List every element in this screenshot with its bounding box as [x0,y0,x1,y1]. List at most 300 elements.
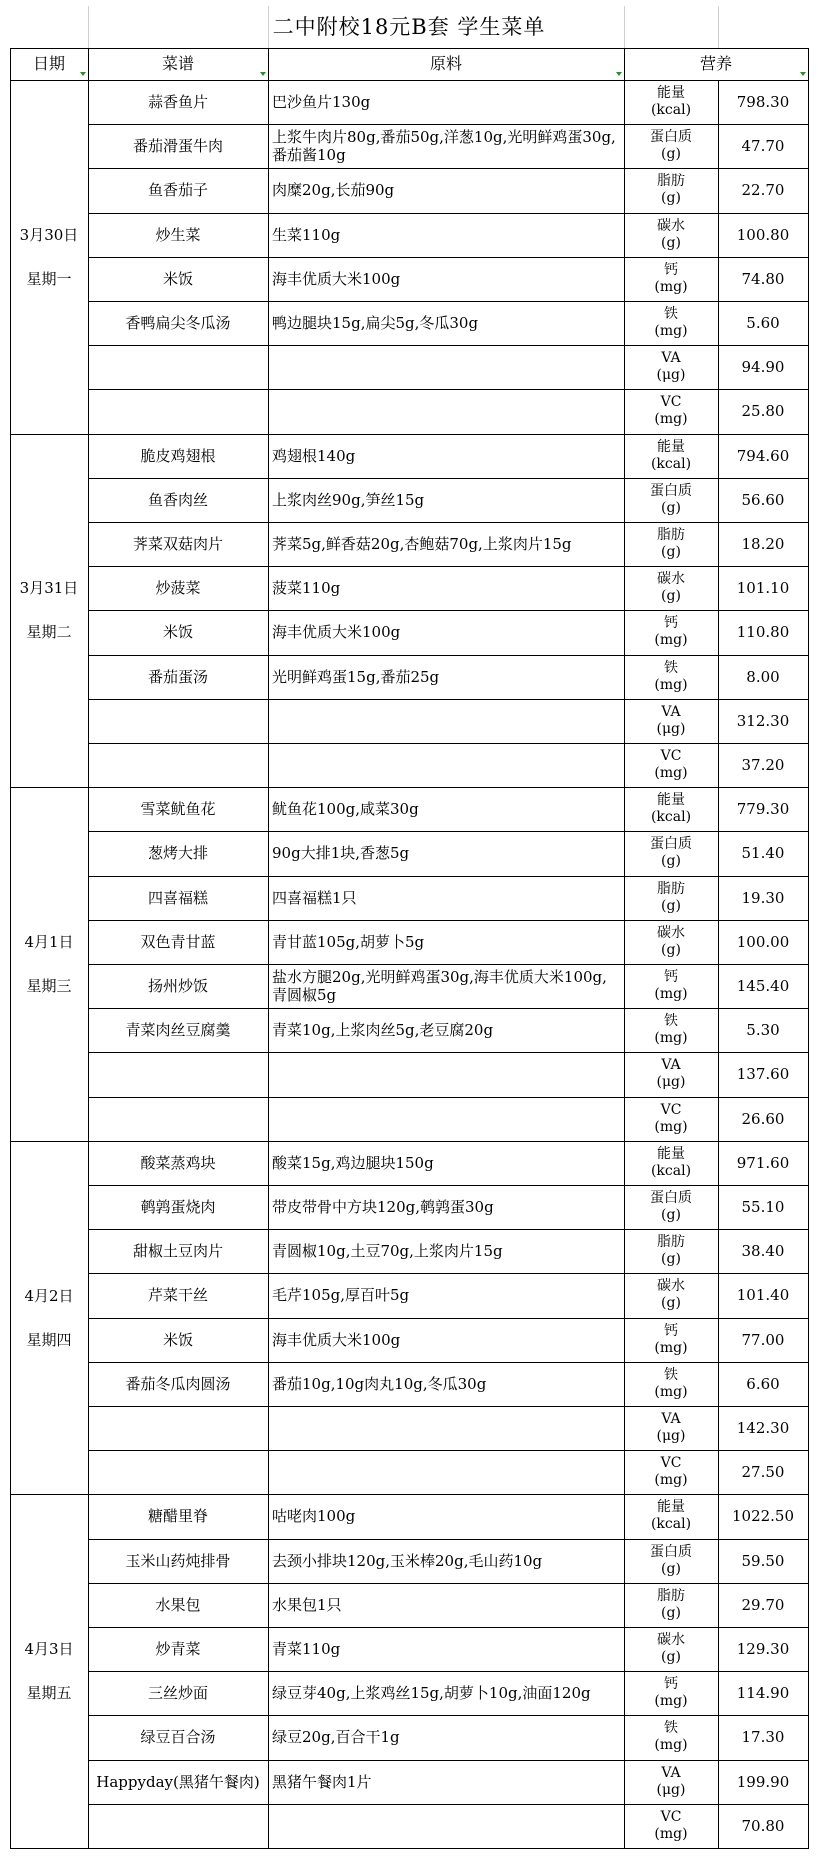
nutrient-unit: (g) [661,544,681,561]
ingredients-cell [268,1450,624,1494]
dish-cell: 番茄冬瓜肉圆汤 [125,1374,231,1393]
nutrient-name: VA [661,1411,681,1428]
ingredients-cell: 酸菜15g,鸡边腿块150g [272,1153,434,1172]
nutrient-label [624,213,718,257]
ingredients-cell: 水果包1只 [272,1595,342,1614]
page-title: 二中附校18元B套 学生菜单 [272,15,546,39]
nutrient-value: 137.60 [736,1065,790,1084]
grid-line [88,1804,808,1805]
grid-line [88,1671,808,1672]
nutrient-label [624,920,718,964]
grid-line [88,1008,808,1009]
nutrient-name: 脂肪 [657,1234,685,1251]
nutrient-unit: (g) [661,853,681,870]
nutrient-unit: (g) [661,1295,681,1312]
nutrient-name: 脂肪 [657,173,685,190]
nutrient-label [624,389,718,433]
ingredients-cell: 带皮带骨中方块120g,鹌鹑蛋30g [272,1198,494,1217]
ingredients-cell: 鸡翅根140g [272,446,356,465]
nutrient-name: 能量 [657,1145,685,1162]
date-cell [10,80,88,434]
grid-line [88,345,808,346]
nutrient-value: 47.70 [741,137,785,156]
grid-line [10,787,808,788]
nutrient-value: 798.30 [736,93,790,112]
ingredients-cell: 肉糜20g,长茄90g [272,181,395,200]
nutrient-label [624,168,718,212]
nutrient-name: VC [660,748,682,765]
ingredients-cell: 番茄10g,10g肉丸10g,冬瓜30g [272,1374,487,1393]
grid-line [88,1627,808,1628]
nutrient-label [624,522,718,566]
nutrient-label [624,1494,718,1538]
nutrient-label [624,1450,718,1494]
grid-line [88,1406,808,1407]
dish-cell [88,1097,268,1141]
nutrient-unit: (mg) [654,278,688,295]
filter-dropdown-icon[interactable] [80,72,86,76]
nutrient-label [624,610,718,654]
nutrient-value: 18.20 [741,535,785,554]
nutrient-value: 5.30 [746,1021,780,1040]
dish-cell [88,1406,268,1450]
grid-line [88,257,808,258]
nutrient-unit: (kcal) [650,455,692,472]
dish-cell: 米饭 [162,1330,193,1349]
nutrient-name: 能量 [657,438,685,455]
grid-line [88,1229,808,1230]
nutrient-unit: (g) [661,190,681,207]
nutrient-value: 55.10 [741,1198,785,1217]
nutrient-label [624,1008,718,1052]
grid-line [10,80,808,81]
nutrient-value: 74.80 [741,269,785,288]
grid-line [88,920,808,921]
nutrient-value: 51.40 [741,844,785,863]
nutrient-value: 56.60 [741,490,785,509]
nutrient-value: 38.40 [741,1242,785,1261]
nutrient-value: 101.40 [736,1286,790,1305]
ingredients-cell: 咕咾肉100g [272,1507,356,1526]
nutrient-name: 碳水 [657,1632,685,1649]
dish-cell [88,345,268,389]
nutrient-value: 100.80 [736,225,790,244]
ingredients-cell: 菠菜110g [272,579,341,598]
nutrient-label [624,1539,718,1583]
nutrient-unit: (g) [661,1207,681,1224]
grid-line [88,389,808,390]
nutrient-unit: (kcal) [650,1516,692,1533]
nutrient-label [624,80,718,124]
nutrient-label [624,1185,718,1229]
dish-cell: 炒青菜 [155,1640,201,1659]
ingredients-cell: 光明鲜鸡蛋15g,番茄25g [272,667,440,686]
title-grid-line [268,6,269,48]
nutrient-unit: (g) [661,897,681,914]
grid-line [88,213,808,214]
grid-line [624,48,625,1848]
nutrient-unit: (mg) [654,1118,688,1135]
dish-cell: 糖醋里脊 [147,1507,208,1526]
dish-cell: 鱼香茄子 [147,181,208,200]
grid-line [88,1185,808,1186]
nutrient-value: 8.00 [746,667,780,686]
nutrient-label [624,1362,718,1406]
dish-cell: 雪菜鱿鱼花 [140,800,216,819]
dish-cell: 米饭 [162,269,193,288]
grid-line [88,301,808,302]
nutrient-label [624,1318,718,1362]
nutrient-value: 794.60 [736,446,790,465]
grid-line [88,1318,808,1319]
nutrient-label [624,301,718,345]
nutrient-name: 钙 [664,1676,678,1693]
nutrient-label [624,124,718,168]
nutrient-name: 蛋白质 [650,1543,692,1560]
grid-line [10,48,11,1848]
dish-cell: 扬州炒饭 [147,977,208,996]
date-cell [10,787,88,1141]
nutrient-value: 22.70 [741,181,785,200]
nutrient-name: 铁 [664,306,678,323]
nutrient-value: 110.80 [736,623,790,642]
nutrient-value: 312.30 [736,711,790,730]
nutrient-label [624,478,718,522]
dish-cell: 炒生菜 [155,225,201,244]
nutrient-label [624,1715,718,1759]
ingredients-cell: 去颈小排块120g,玉米棒20g,毛山药10g [272,1551,543,1570]
nutrient-value: 27.50 [741,1463,785,1482]
dish-cell: 荠菜双菇肉片 [132,535,223,554]
nutrient-unit: (g) [661,588,681,605]
ingredients-cell: 鱿鱼花100g,咸菜30g [272,800,419,819]
nutrient-value: 25.80 [741,402,785,421]
nutrient-unit: (g) [661,146,681,163]
nutrient-label [624,655,718,699]
nutrient-name: 钙 [664,261,678,278]
nutrient-unit: (mg) [654,1030,688,1047]
nutrient-unit: (μg) [656,1428,686,1445]
nutrient-unit: (mg) [654,1737,688,1754]
title-grid-line [718,6,719,48]
nutrient-name: VA [661,350,681,367]
grid-line [88,699,808,700]
ingredients-cell: 90g大排1块,香葱5g [272,844,410,863]
nutrient-name: VC [660,1101,682,1118]
grid-line [88,1450,808,1451]
dish-cell: 芹菜干丝 [147,1286,208,1305]
dish-cell: 四喜福糕 [147,888,208,907]
grid-line [10,1494,808,1495]
grid-line [88,610,808,611]
grid-line [88,566,808,567]
ingredients-cell: 青菜10g,上浆肉丝5g,老豆腐20g [272,1021,494,1040]
nutrient-unit: (g) [661,1560,681,1577]
nutrient-name: 能量 [657,1499,685,1516]
nutrient-label [624,964,718,1008]
grid-line [88,743,808,744]
grid-line [88,876,808,877]
ingredients-cell: 黑猪午餐肉1片 [272,1772,372,1791]
dish-cell [88,699,268,743]
nutrient-unit: (μg) [656,1074,686,1091]
ingredients-cell [268,699,624,743]
nutrient-name: 钙 [664,1322,678,1339]
nutrient-name: 能量 [657,85,685,102]
nutrient-value: 129.30 [736,1640,790,1659]
nutrient-name: VA [661,703,681,720]
ingredients-cell: 生菜110g [272,225,341,244]
date-label: 3月31日 [19,579,79,598]
nutrient-name: 铁 [664,1013,678,1030]
nutrient-value: 70.80 [741,1816,785,1835]
nutrient-label [624,787,718,831]
nutrient-name: 蛋白质 [650,836,692,853]
grid-line [88,1715,808,1716]
ingredients-cell: 上浆肉丝90g,笋丝15g [272,490,425,509]
ingredients-cell [268,1406,624,1450]
nutrient-name: 钙 [664,969,678,986]
grid-line [88,1273,808,1274]
dish-cell [88,1804,268,1848]
nutrient-unit: (g) [661,941,681,958]
dish-cell: 番茄滑蛋牛肉 [132,137,223,156]
nutrient-label [624,434,718,478]
nutrient-label [624,1804,718,1848]
nutrient-name: 钙 [664,615,678,632]
nutrient-name: 碳水 [657,1278,685,1295]
nutrient-name: 碳水 [657,924,685,941]
ingredients-cell: 绿豆芽40g,上浆鸡丝15g,胡萝卜10g,油面120g [272,1684,591,1703]
nutrient-unit: (mg) [654,632,688,649]
ingredients-cell: 海丰优质大米100g [272,269,401,288]
title-grid-line [88,6,89,48]
dish-cell: 甜椒土豆肉片 [132,1242,223,1261]
weekday-label: 星期四 [26,1330,72,1349]
nutrient-name: VC [660,394,682,411]
nutrient-name: 脂肪 [657,880,685,897]
ingredients-cell: 上浆牛肉片80g,番茄50g,洋葱10g,光明鲜鸡蛋30g,番茄酱10g [272,128,616,165]
grid-line [10,434,808,435]
nutrient-value: 37.20 [741,756,785,775]
weekday-label: 星期一 [26,269,72,288]
nutrient-name: 蛋白质 [650,482,692,499]
dish-cell: 米饭 [162,623,193,642]
dish-cell: 水果包 [155,1595,201,1614]
grid-line [10,48,808,49]
grid-line [88,964,808,965]
dish-cell: 双色青甘蓝 [140,932,216,951]
dish-cell: 脆皮鸡翅根 [140,446,216,465]
nutrient-label [624,1097,718,1141]
nutrient-label [624,1052,718,1096]
nutrient-name: 蛋白质 [650,129,692,146]
dish-cell: 番茄蛋汤 [147,667,208,686]
nutrient-name: VA [661,1057,681,1074]
grid-line [88,124,808,125]
nutrient-label [624,1583,718,1627]
grid-line [88,48,89,1848]
nutrient-name: VC [660,1455,682,1472]
date-label: 3月30日 [19,225,79,244]
grid-line [268,48,269,1848]
nutrient-value: 94.90 [741,358,785,377]
nutrient-label [624,345,718,389]
dish-cell: 绿豆百合汤 [140,1728,216,1747]
ingredients-cell: 青菜110g [272,1640,341,1659]
grid-line [88,1362,808,1363]
dish-cell: 香鸭扁尖冬瓜汤 [125,314,231,333]
nutrient-unit: (mg) [654,1472,688,1489]
nutrient-name: 脂肪 [657,1587,685,1604]
dish-cell: 炒菠菜 [155,579,201,598]
nutrient-label [624,743,718,787]
nutrient-unit: (kcal) [650,809,692,826]
nutrient-label [624,1406,718,1450]
nutrient-value: 114.90 [736,1684,790,1703]
nutrient-unit: (μg) [656,367,686,384]
dish-cell: 葱烤大排 [147,844,208,863]
nutrient-label [624,1627,718,1671]
title-grid-line [624,6,625,48]
grid-line [88,478,808,479]
dish-cell: 鹌鹑蛋烧肉 [140,1198,216,1217]
weekday-label: 星期五 [26,1684,72,1703]
nutrient-name: 碳水 [657,217,685,234]
ingredients-cell: 巴沙鱼片130g [272,93,371,112]
nutrient-label [624,1273,718,1317]
dish-cell: 酸菜蒸鸡块 [140,1153,216,1172]
nutrient-value: 29.70 [741,1595,785,1614]
dish-cell: 玉米山药炖排骨 [125,1551,231,1570]
ingredients-cell [268,1097,624,1141]
nutrient-unit: (kcal) [650,1162,692,1179]
nutrient-name: VC [660,1808,682,1825]
dish-cell: 三丝炒面 [147,1684,208,1703]
nutrient-value: 100.00 [736,932,790,951]
ingredients-cell [268,743,624,787]
ingredients-cell [268,1804,624,1848]
nutrient-unit: (mg) [654,411,688,428]
nutrient-value: 779.30 [736,800,790,819]
nutrient-value: 59.50 [741,1551,785,1570]
nutrient-name: 铁 [664,1366,678,1383]
ingredients-cell: 海丰优质大米100g [272,623,401,642]
date-cell [10,1141,88,1495]
ingredients-cell: 青甘蓝105g,胡萝卜5g [272,932,425,951]
ingredients-cell: 青圆椒10g,土豆70g,上浆肉片15g [272,1242,503,1261]
dish-cell: 蒜香鱼片 [147,93,208,112]
dish-cell [88,389,268,433]
nutrient-unit: (kcal) [650,102,692,119]
date-label: 4月2日 [24,1286,74,1305]
nutrient-name: 蛋白质 [650,1190,692,1207]
grid-line [10,1848,809,1849]
dish-cell [88,743,268,787]
nutrient-value: 17.30 [741,1728,785,1747]
dish-cell: 青菜肉丝豆腐羹 [125,1021,231,1040]
grid-line [88,655,808,656]
dish-cell: 鱼香肉丝 [147,490,208,509]
nutrient-value: 145.40 [736,977,790,996]
ingredients-cell: 荠菜5g,鲜香菇20g,杏鲍菇70g,上浆肉片15g [272,535,572,554]
filter-dropdown-icon[interactable] [800,72,806,76]
grid-line [88,1760,808,1761]
header-nutrition: 营养 [699,54,732,73]
nutrient-value: 19.30 [741,888,785,907]
nutrient-label [624,566,718,610]
nutrient-unit: (μg) [656,1781,686,1798]
ingredients-cell: 盐水方腿20g,光明鲜鸡蛋30g,海丰优质大米100g,青圆椒5g [272,968,607,1005]
dish-cell: Happyday(黑猪午餐肉) [96,1772,260,1791]
nutrient-value: 77.00 [741,1330,785,1349]
header-date: 日期 [32,54,65,73]
nutrient-label [624,257,718,301]
nutrient-unit: (mg) [654,765,688,782]
nutrient-unit: (mg) [654,1825,688,1842]
nutrient-label [624,831,718,875]
dish-cell [88,1052,268,1096]
nutrient-name: 铁 [664,1720,678,1737]
grid-line [10,1141,808,1142]
nutrient-label [624,1671,718,1715]
nutrient-unit: (mg) [654,676,688,693]
grid-line [88,168,808,169]
nutrient-unit: (g) [661,234,681,251]
nutrient-unit: (g) [661,1604,681,1621]
nutrient-value: 6.60 [746,1374,780,1393]
nutrient-label [624,876,718,920]
nutrient-name: 碳水 [657,571,685,588]
nutrient-name: 铁 [664,659,678,676]
ingredients-cell: 四喜福糕1只 [272,888,357,907]
ingredients-cell [268,389,624,433]
nutrient-value: 26.60 [741,1109,785,1128]
date-cell [10,1494,88,1848]
ingredients-cell: 毛芹105g,厚百叶5g [272,1286,410,1305]
nutrient-unit: (g) [661,1649,681,1666]
ingredients-cell [268,345,624,389]
nutrient-label [624,1760,718,1804]
ingredients-cell: 绿豆20g,百合干1g [272,1728,400,1747]
nutrient-unit: (mg) [654,986,688,1003]
weekday-label: 星期三 [26,976,72,995]
filter-dropdown-icon[interactable] [260,72,266,76]
date-cell [10,434,88,788]
ingredients-cell [268,1052,624,1096]
weekday-label: 星期二 [26,623,72,642]
nutrient-label [624,1141,718,1185]
nutrient-value: 101.10 [736,579,790,598]
nutrient-label [624,1229,718,1273]
date-label: 4月3日 [24,1640,74,1659]
nutrient-unit: (g) [661,1251,681,1268]
nutrient-name: 能量 [657,792,685,809]
date-label: 4月1日 [24,932,74,951]
nutrient-unit: (mg) [654,1339,688,1356]
nutrient-value: 199.90 [736,1772,790,1791]
nutrient-name: 脂肪 [657,527,685,544]
nutrient-value: 142.30 [736,1419,790,1438]
header-dish: 菜谱 [161,54,194,73]
filter-dropdown-icon[interactable] [616,72,622,76]
header-ingredients: 原料 [429,54,462,73]
dish-cell [88,1450,268,1494]
grid-line [88,522,808,523]
nutrient-unit: (μg) [656,720,686,737]
nutrient-value: 971.60 [736,1153,790,1172]
grid-line [88,1097,808,1098]
